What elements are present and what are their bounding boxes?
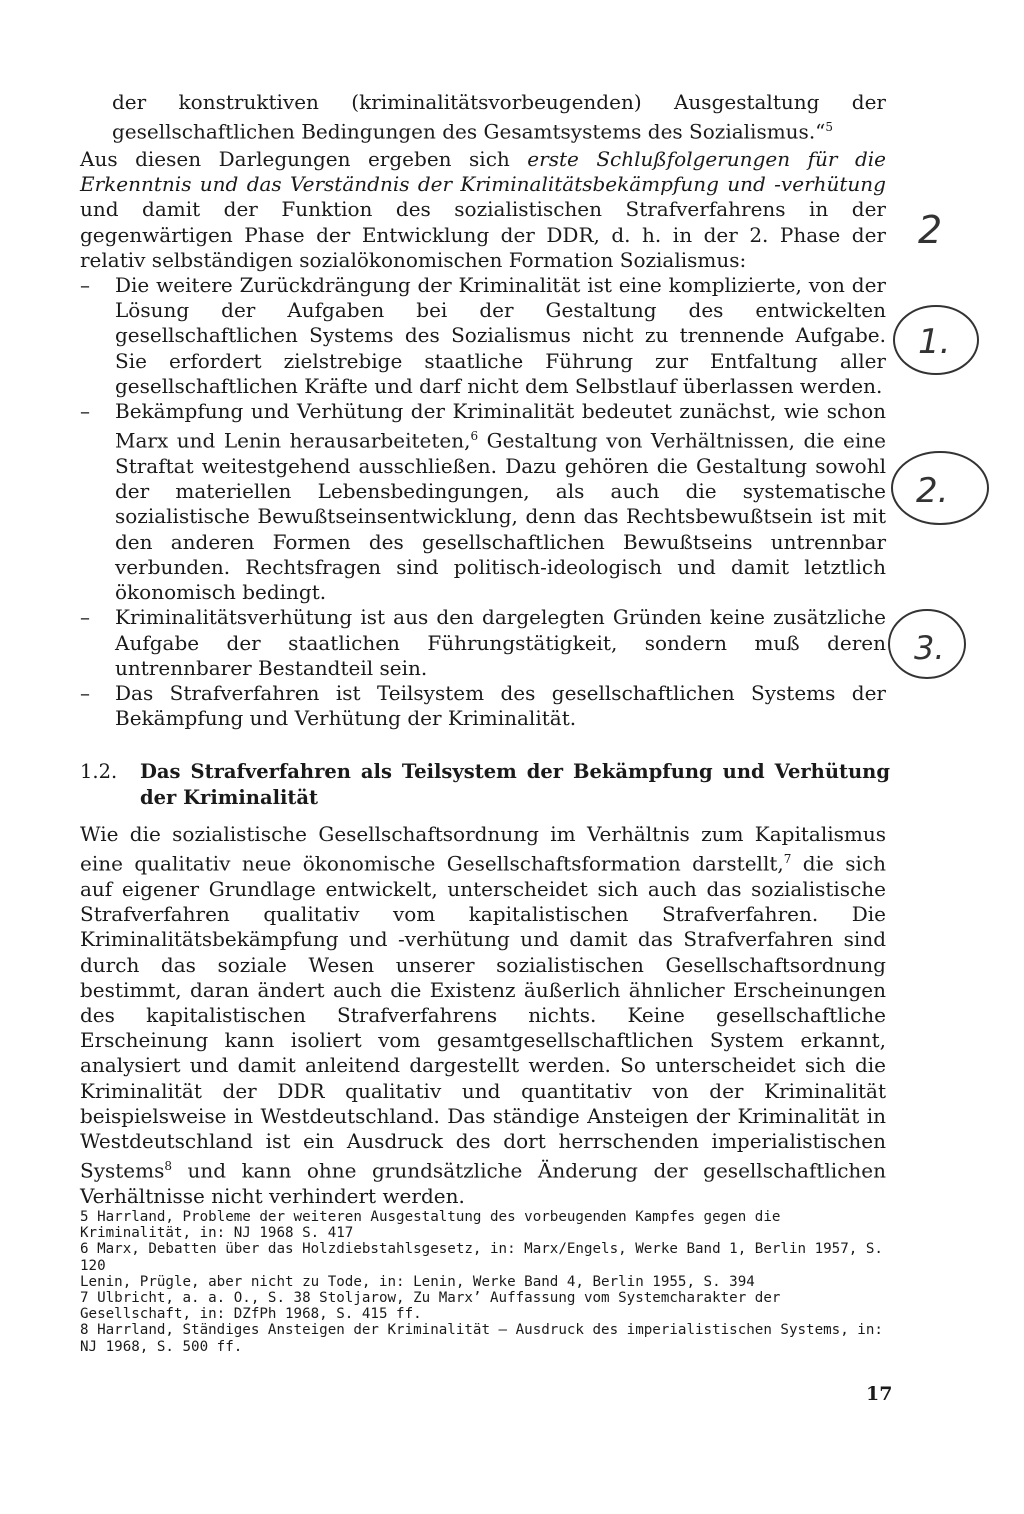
bullet-item-4: – Das Strafverfahren ist Teilsystem des gesellschaftlichen Systems der Bekämpfung und Verhütung der Kriminalität. <box>80 680 886 731</box>
footnote-7: 7 Ulbricht, a. a. O., S. 38 Stoljarow, Zu Marx’ Auffassung vom Systemcharakter der Gesellschaft, in: DZfPh 1968, S. 415 ff. <box>80 1290 781 1323</box>
emphasized-phrase: erste Schlußfolgerungen für die Erkenntnis und das Verständnis der Kriminalitätsbekämpfung und -verhütung <box>80 147 886 197</box>
paragraph-strafverfahren: Wie die sozialistische Gesellschaftsordnung im Verhältnis zum Kapitalismus eine qualitativ neue ökonomische Gesellschaftsformation darstellt,$^7$ die sich auf eigener Grundlage entwickelt, unterscheidet sich auch das sozialistische Strafverfahren qualitativ vom kapitalistischen Strafverfahren. Die Kriminalitätsbekämpfung und -verhütung und damit das Strafverfahren sind durch das soziale Wesen unserer sozialistischen Gesellschaftsordnung bestimmt, daran ändert auch die Existenz äußerlich ähnlicher Erscheinungen des kapitalistischen Strafverfahrens nichts. Keine gesellschaftliche Erscheinung kann isoliert vom gesamtgesellschaftlichen System erkannt, analysiert und damit anleitend dargestellt werden. So unterscheidet sich die Kriminalität der DDR qualitativ und quantitativ von der Kriminalität beispielsweise in Westdeutschland. Das ständige Ansteigen der Kriminalität in Westdeutschland ist ein Ausdruck des dort herrschenden imperialistischen Systems$^8$ und kann ohne grundsätzliche Änderung der gesellschaftlichen Verhältnisse nicht verhindert werden. <box>80 822 886 1209</box>
margin-note-2-circled: 2. <box>916 471 949 511</box>
section-heading <box>80 759 890 811</box>
footnote-ref-8: 8 <box>164 1159 173 1174</box>
footnote-ref-5: 5 <box>825 120 834 135</box>
footnote-6: 6 Marx, Debatten über das Holzdiebstahlsgesetz, in: Marx/Engels, Werke Band 1, Berlin 1957, S. 120 <box>80 1241 883 1274</box>
margin-circle-3 <box>889 610 965 678</box>
footnote-5: 5 Harrland, Probleme der weiteren Ausgestaltung des vorbeugenden Kampfes gegen die Kriminalität, in: NJ 1968 S. 417 <box>80 1209 781 1242</box>
section-number: 1.2. <box>80 760 118 783</box>
footnote-ref-7: 7 <box>783 852 792 867</box>
bullet-list <box>80 273 886 731</box>
margin-note-3: 3. <box>914 629 945 667</box>
margin-note-2: 2 <box>918 208 943 252</box>
footnote-6-lenin: Lenin, Prügle, aber nicht zu Tode, in: Lenin, Werke Band 4, Berlin 1955, S. 394 <box>80 1273 755 1290</box>
paragraph-continuation: der konstruktiven (kriminalitätsvorbeugenden) Ausgestaltung der gesellschaftlichen Bedingungen des Gesamtsystems des Sozialismus.“$^5$ <box>112 90 886 144</box>
margin-note-1: 1. <box>918 322 951 362</box>
footnote-ref-6: 6 <box>470 429 479 444</box>
paragraph-conclusions: Aus diesen Darlegungen ergeben sich erste Schlußfolgerungen für die Erkenntnis und das Verständnis der Kriminalitätsbekämpfung und -verhütung und damit der Funktion des sozialistischen Strafverfahrens in der gegenwärtigen Phase der Entwicklung der DDR, d. h. in der 2. Phase der relativ selbständigen sozialökonomischen Formation Sozialismus: <box>80 147 886 272</box>
bullet-item-1: – Die weitere Zurückdrängung der Kriminalität ist eine komplizierte, von der Lösung der Aufgaben bei der Gestaltung des entwickelten gesellschaftlichen Systems des Sozialismus nicht zu trennende Aufgabe. Sie erfordert zielstrebige staatliche Führung zur Entfaltung aller gesellschaftlichen Kräfte und darf nicht dem Selbstlauf überlassen werden. <box>80 273 886 398</box>
footnotes <box>80 1209 892 1355</box>
bullet-item-2: – Bekämpfung und Verhütung der Kriminalität bedeutet zunächst, wie schon Marx und Lenin herausarbeiteten,$^6$ Gestaltung von Verhältnissen, die eine Straftat weitestgehend ausschließen. Dazu gehören die Gestaltung sowohl der materiellen Lebensbedingungen, als auch die systematische sozialistische Bewußtseinsentwicklung, denn das Rechtsbewußtsein ist mit den anderen Formen des gesellschaftlichen Bewußtseins untrennbar verbunden. Rechtsfragen sind politisch-ideologisch und damit letztlich ökonomisch bedingt. <box>80 399 886 605</box>
page-number: 17 <box>866 1383 893 1405</box>
footnote-8: 8 Harrland, Ständiges Ansteigen der Kriminalität – Ausdruck des imperialistischen Systems, in: NJ 1968, S. 500 ff. <box>80 1322 883 1355</box>
bullet-item-3: – Kriminalitätsverhütung ist aus den dargelegten Gründen keine zusätzliche Aufgabe der staatlichen Führungstätigkeit, sondern muß deren untrennbarer Bestandteil sein. <box>80 605 886 680</box>
margin-circle-1 <box>894 306 978 374</box>
margin-circle-2 <box>892 452 988 524</box>
section-title: Das Strafverfahren als Teilsystem der Bekämpfung und Verhütung der Kriminalität <box>140 760 890 809</box>
